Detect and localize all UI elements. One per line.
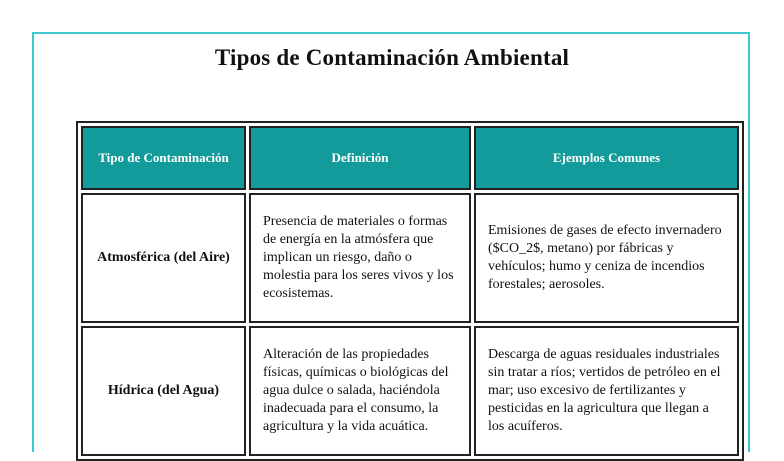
table-header-row [81,126,739,190]
page-title: Tipos de Contaminación Ambiental [214,45,570,70]
header-examples: Ejemplos Comunes [474,126,739,190]
header-type: Tipo de Contaminación [81,126,246,190]
pollution-table [76,121,744,461]
row-definition: Alteración de las propiedades físicas, químicas o biológicas del agua dulce o salada, haciéndola inadecuada para el consumo, la agricultura y la vida acuática. [249,326,471,456]
table-row [81,326,739,456]
row-type: Atmosférica (del Aire) [81,193,246,323]
table-row [81,193,739,323]
row-type: Hídrica (del Agua) [81,326,246,456]
row-examples: Descarga de aguas residuales industriales sin tratar a ríos; vertidos de petróleo en el mar; uso excesivo de fertilizantes y pesticidas en la agricultura que llegan a los acuíferos. [474,326,739,456]
row-examples: Emisiones de gases de efecto invernadero ($CO_2$, metano) por fábricas y vehículos; humo y ceniza de incendios forestales; aerosoles. [474,193,739,323]
row-definition: Presencia de materiales o formas de energía en la atmósfera que implican un riesgo, daño o molestia para los seres vivos y los ecosistemas. [249,193,471,323]
header-definition: Definición [249,126,471,190]
